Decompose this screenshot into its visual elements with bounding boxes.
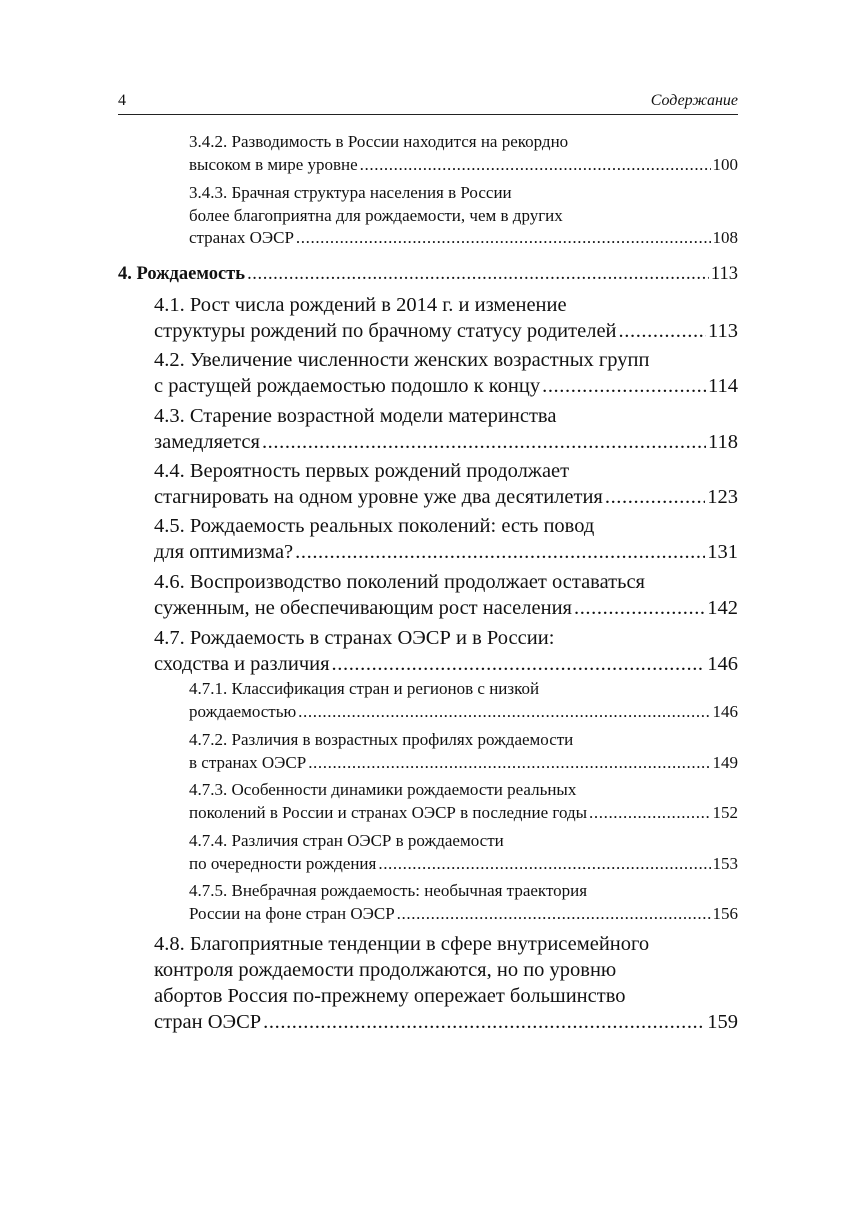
toc-entry[interactable] <box>154 931 738 1035</box>
toc-entry-text-line: 4.7.3. Особенности динамики рождаемости реальных <box>189 780 577 799</box>
toc-entry-last-line <box>189 853 738 876</box>
toc-page-number: 152 <box>712 802 738 822</box>
toc-entry-text-line: контроля рождаемости продолжаются, но по уровню <box>154 959 617 981</box>
toc-entry[interactable] <box>189 729 738 774</box>
toc-entry-text-line: 3.4.3. Брачная структура населения в России <box>189 183 512 202</box>
toc-page-number: 118 <box>708 431 738 453</box>
toc-entry-title: России на фоне стран ОЭСР <box>189 903 395 923</box>
toc-page-number: 146 <box>712 701 738 721</box>
toc-page-number: 159 <box>707 1011 738 1033</box>
toc-page-number: 149 <box>712 752 738 772</box>
dot-leader <box>332 651 706 677</box>
toc-entry-last-line <box>154 1009 738 1035</box>
dot-leader <box>295 539 705 565</box>
toc-entry[interactable] <box>189 779 738 824</box>
toc-entry-text-line: 4.8. Благоприятные тенденции в сфере внутрисемейного <box>154 933 650 955</box>
toc-entry-text-line: 4.3. Старение возрастной модели материнства <box>154 405 557 427</box>
toc-entry-last-line <box>154 484 738 510</box>
toc-entry-title: сходства и различия <box>154 653 330 675</box>
toc-entry-title: стагнировать на одном уровне уже два десятилетия <box>154 486 603 508</box>
toc-entry-last-line <box>189 154 738 177</box>
toc-entry-title: странах ОЭСР <box>189 228 294 247</box>
toc-entry[interactable] <box>154 458 738 510</box>
toc-page-number: 131 <box>707 541 738 563</box>
toc-page-number: 156 <box>712 903 738 923</box>
toc-entry-last-line <box>154 651 738 677</box>
toc-entry-title: высоком в мире уровне <box>189 154 358 174</box>
dot-leader <box>360 154 711 177</box>
toc-entry[interactable] <box>118 262 738 286</box>
toc-entry[interactable] <box>154 292 738 344</box>
dot-leader <box>574 595 705 621</box>
toc-entry-title: с растущей рождаемостью подошло к концу <box>154 375 541 397</box>
toc-page-number: 142 <box>707 597 738 619</box>
toc-entry-text-line: 4.7.2. Различия в возрастных профилях рождаемости <box>189 730 574 749</box>
running-title: Содержание <box>650 92 738 109</box>
toc-page-number: 113 <box>708 320 738 342</box>
header-rule <box>118 114 738 115</box>
toc-page-number: 114 <box>708 375 738 397</box>
toc-page-number: 113 <box>710 264 738 284</box>
toc-entry-last-line <box>189 903 738 926</box>
toc-entry[interactable] <box>154 513 738 565</box>
toc-entry[interactable] <box>189 182 738 250</box>
dot-leader <box>619 318 706 344</box>
toc-entry-text-line: 4.4. Вероятность первых рождений продолжает <box>154 460 570 482</box>
page-number: 4 <box>118 92 126 109</box>
toc-entry-title: 4. Рождаемость <box>118 264 246 284</box>
toc-entry-title: поколений в России и странах ОЭСР в последние годы <box>189 802 588 822</box>
toc-entry-text-line: 4.7. Рождаемость в странах ОЭСР и в России: <box>154 627 555 649</box>
dot-leader <box>263 1009 705 1035</box>
toc-page-number: 153 <box>712 853 738 873</box>
toc-entry-last-line <box>189 752 738 775</box>
dot-leader <box>605 484 705 510</box>
dot-leader <box>308 752 710 775</box>
running-header <box>118 92 738 114</box>
dot-leader <box>296 227 711 250</box>
toc-page-number: 146 <box>707 653 738 675</box>
toc-entry-last-line <box>154 318 738 344</box>
toc-entry-last-line <box>154 595 738 621</box>
toc-entry-title: замедляется <box>154 431 260 453</box>
toc-page-number: 123 <box>707 486 738 508</box>
dot-leader <box>247 262 709 286</box>
toc-entry-text-line: 4.1. Рост числа рождений в 2014 г. и изменение <box>154 294 567 316</box>
toc-entry[interactable] <box>189 830 738 875</box>
toc-entry-text-line: абортов Россия по-прежнему опережает большинство <box>154 985 626 1007</box>
toc-entry-title: в странах ОЭСР <box>189 752 307 772</box>
toc-entry-title: по очередности рождения <box>189 853 377 873</box>
toc-entry[interactable] <box>189 678 738 723</box>
toc-entry-text-line: 4.7.5. Внебрачная рождаемость: необычная траектория <box>189 881 588 900</box>
dot-leader <box>262 429 706 455</box>
toc-entry[interactable] <box>189 880 738 925</box>
toc-entry[interactable] <box>154 347 738 399</box>
toc-entry-last-line <box>118 262 738 286</box>
toc-entry-text-line: более благоприятна для рождаемости, чем в других <box>189 205 563 225</box>
dot-leader <box>378 853 710 876</box>
dot-leader <box>542 373 706 399</box>
toc-entry-text-line: 3.4.2. Разводимость в России находится на рекордно <box>189 132 569 151</box>
toc-entry-last-line <box>189 701 738 724</box>
toc-entry-last-line <box>189 802 738 825</box>
toc-entry-title: рождаемостью <box>189 701 297 721</box>
toc-entry-text-line: 4.2. Увеличение численности женских возрастных групп <box>154 349 650 371</box>
toc-entry-last-line <box>154 373 738 399</box>
toc-entry[interactable] <box>154 403 738 455</box>
dot-leader <box>397 903 711 926</box>
toc-entry-last-line <box>154 539 738 565</box>
toc-entry[interactable] <box>154 625 738 677</box>
toc-entry[interactable] <box>154 569 738 621</box>
toc-entry-text-line: 4.5. Рождаемость реальных поколений: есть повод <box>154 515 595 537</box>
toc-entry-text-line: 4.7.1. Классификация стран и регионов с низкой <box>189 679 540 698</box>
toc-entry-text-line: 4.6. Воспроизводство поколений продолжает оставаться <box>154 571 645 593</box>
toc-entry-title: суженным, не обеспечивающим рост населения <box>154 597 572 619</box>
dot-leader <box>589 802 710 825</box>
toc-entry-last-line <box>154 429 738 455</box>
toc-entry[interactable] <box>189 131 738 176</box>
toc-entry-text-line: 4.7.4. Различия стран ОЭСР в рождаемости <box>189 831 504 850</box>
toc-entry-title: стран ОЭСР <box>154 1011 262 1033</box>
dot-leader <box>298 701 710 724</box>
toc-entry-last-line <box>189 227 738 250</box>
toc-page-number: 108 <box>712 228 738 247</box>
toc-entry-title: структуры рождений по брачному статусу родителей <box>154 320 617 342</box>
toc-entry-title: для оптимизма? <box>154 541 294 563</box>
toc-page-number: 100 <box>712 154 738 174</box>
